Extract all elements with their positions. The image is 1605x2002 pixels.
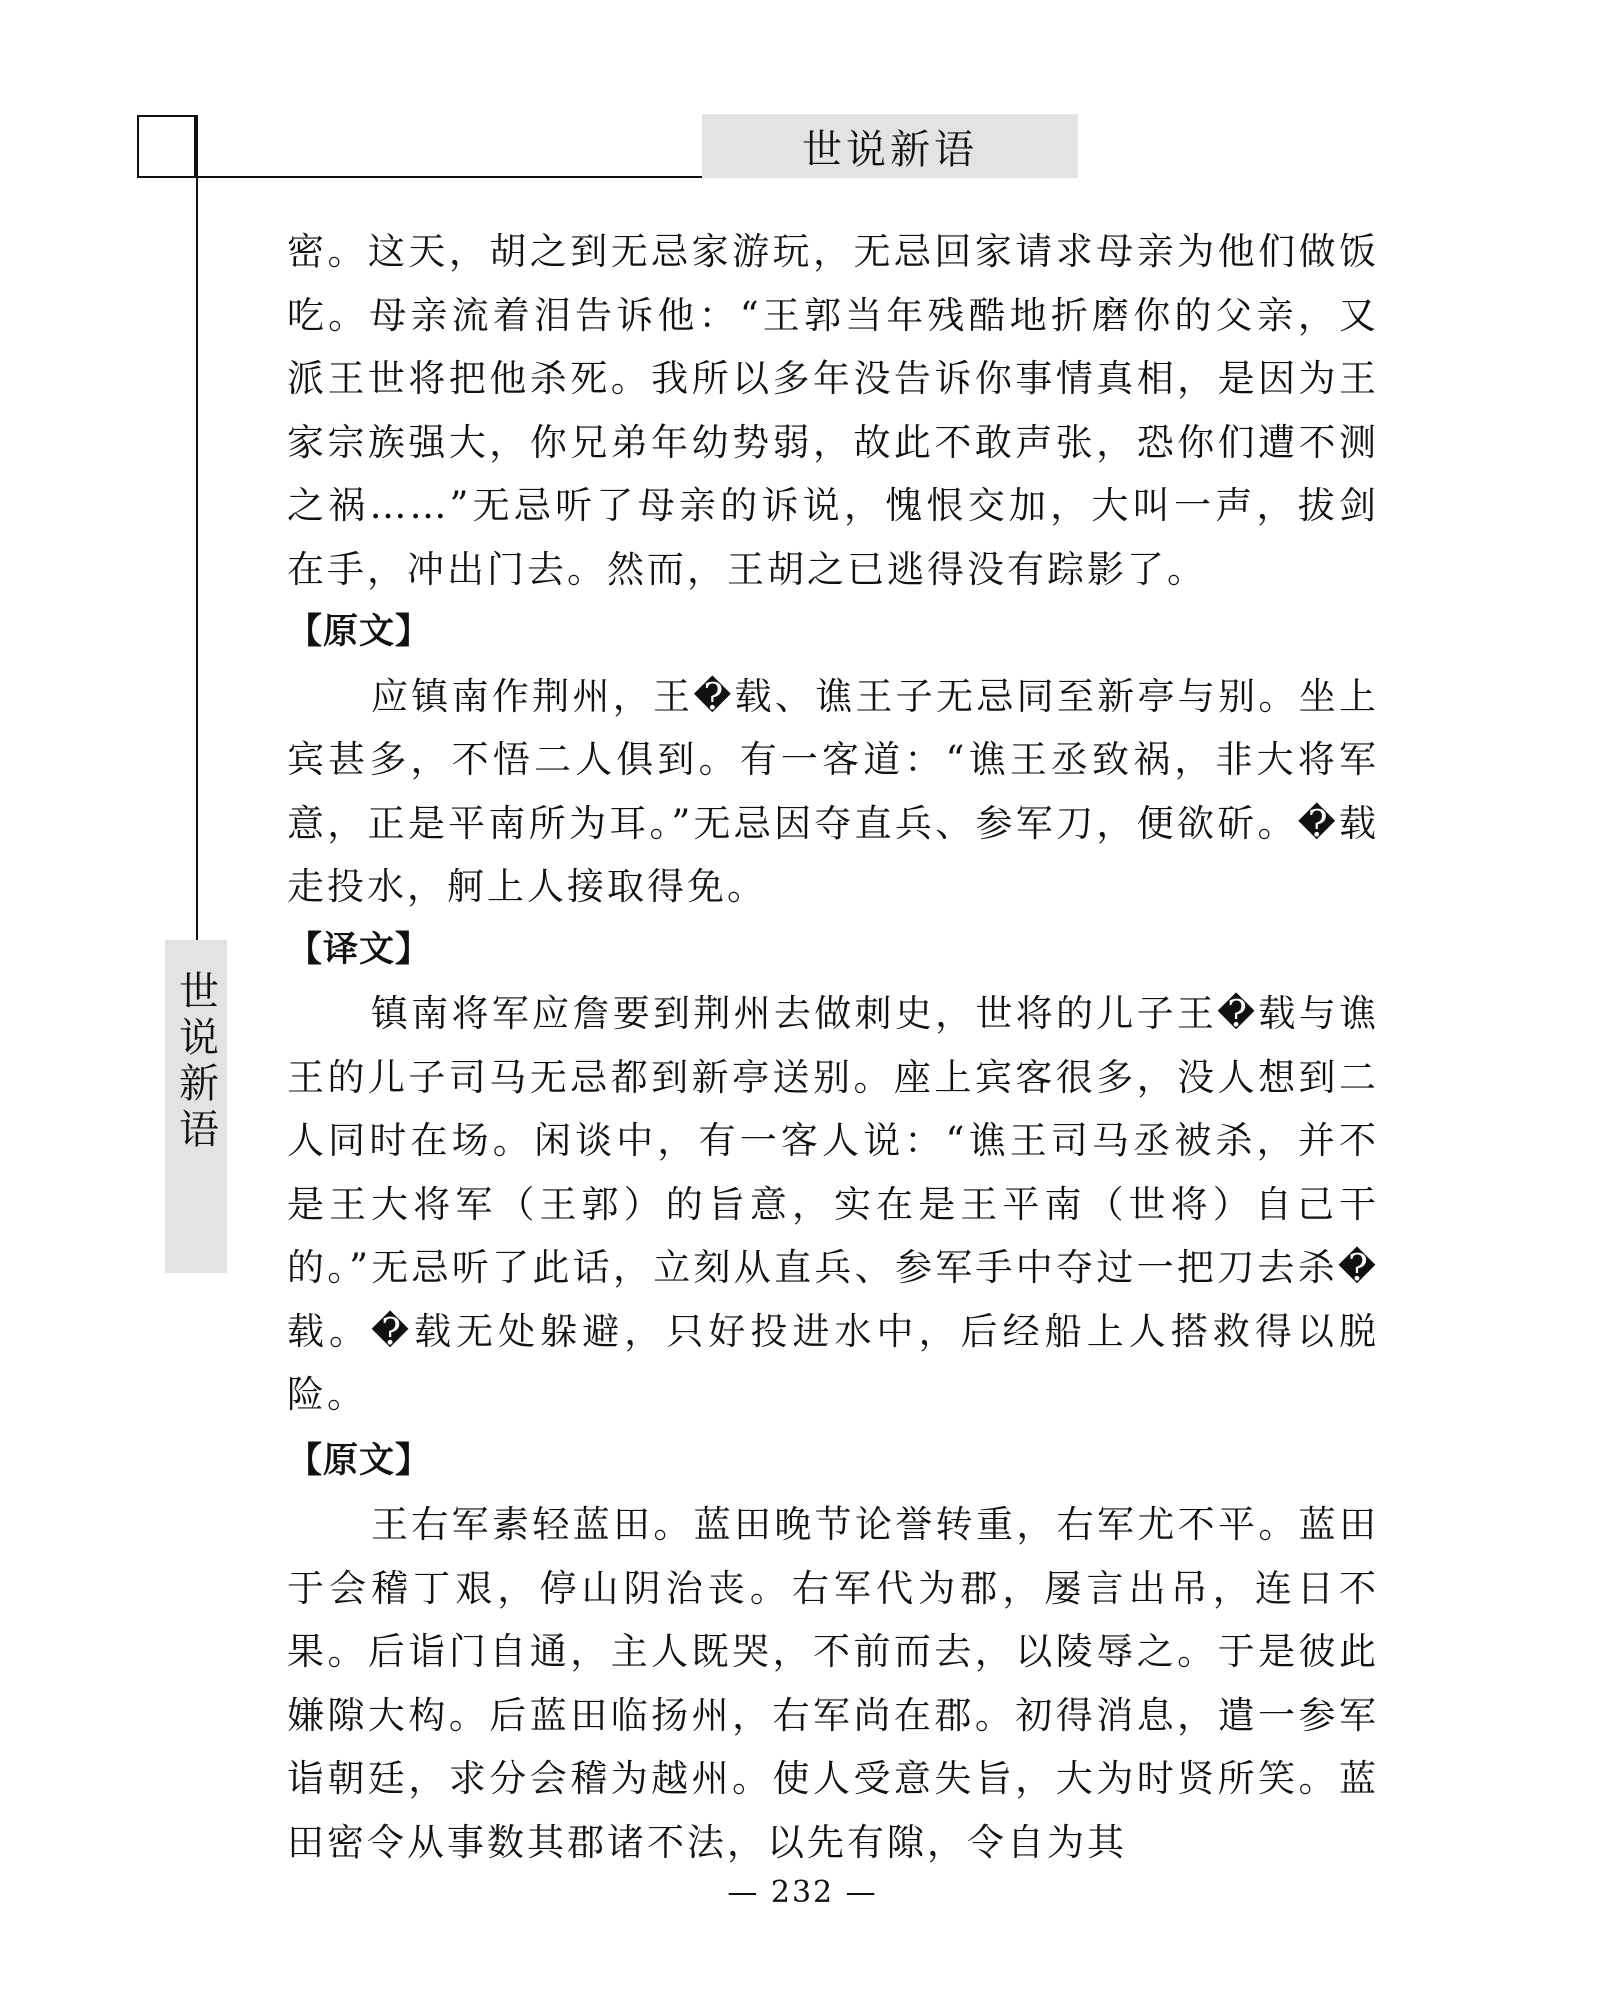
header-rule	[137, 176, 702, 178]
running-header	[702, 114, 1078, 178]
page-body	[287, 220, 1379, 1874]
side-tab	[165, 940, 227, 1273]
book-title: 世说新语	[802, 126, 978, 173]
margin-rule	[196, 115, 198, 940]
continuation-paragraph: 密。这天，胡之到无忌家游玩，无忌回家请求母亲为他们做饭吃。母亲流着泪告诉他：“王郭当年残酷地折磨你的父亲，又派王世将把他杀死。我所以多年没告诉你事情真相，是因为王家宗族强大，你兄弟年幼势弱，故此不敢声张，恐你们遭不测之祸……”无忌听了母亲的诉说，愧恨交加，大叫一声，拔剑在手，冲出门去。然而，王胡之已逃得没有踪影了。	[287, 230, 1379, 591]
translation-paragraph: 镇南将军应詹要到荆州去做刺史，世将的儿子王�载与谯王的儿子司马无忌都到新亭送别。座上宾客很多，没人想到二人同时在场。闲谈中，有一客人说：“谯王司马丞被杀，并不是王大将军（王郭）的旨意，实在是王平南（世将）自己干的。”无忌听了此话，立刻从直兵、参军手中夺过一把刀去杀�载。�载无处躲避，只好投进水中，后经船上人搭救得以脱险。	[287, 992, 1379, 1416]
section-heading-translation: 【译文】	[287, 929, 432, 970]
corner-frame-box	[137, 115, 196, 178]
side-tab-title: 世说新语	[172, 970, 219, 1154]
section-heading-original-2: 【原文】	[287, 1440, 432, 1481]
section-heading-original: 【原文】	[287, 612, 432, 652]
original-text-paragraph-2: 王右军素轻蓝田。蓝田晚节论誉转重，右军尤不平。蓝田于会稽丁艰，停山阴治丧。右军代为郡，屡言出吊，连日不果。后诣门自通，主人既哭，不前而去，以陵辱之。于是彼此嫌隙大构。后蓝田临扬州，右军尚在郡。初得消息，遣一参军诣朝廷，求分会稽为越州。使人受意失旨，大为时贤所笑。蓝田密令从事数其郡诸不法，以先有隙，令自为其	[287, 1503, 1379, 1864]
page-number: — 232 —	[727, 1875, 878, 1910]
original-text-paragraph: 应镇南作荆州，王�载、谯王子无忌同至新亭与别。坐上宾甚多，不悟二人俱到。有一客道：“谯王丞致祸，非大将军意，正是平南所为耳。”无忌因夺直兵、参军刀，便欲斫。�载走投水，舸上人接取得免。	[287, 674, 1379, 908]
